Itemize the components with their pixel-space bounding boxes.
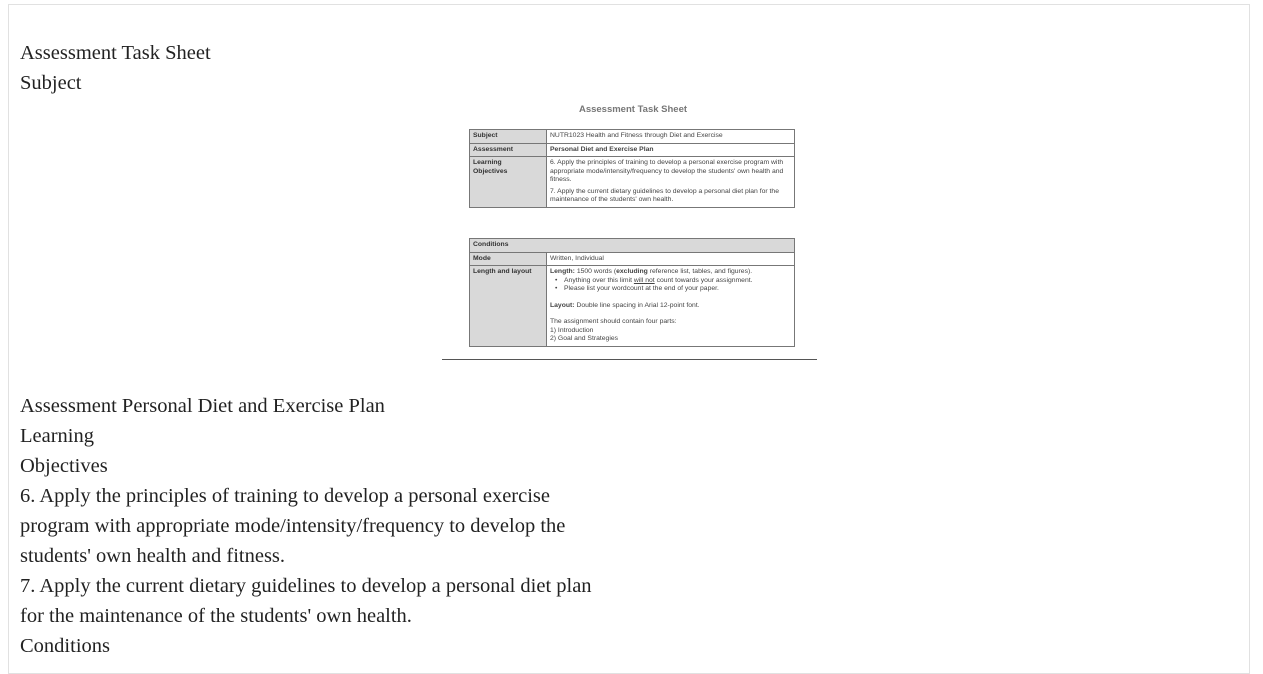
label-line: Learning	[473, 159, 502, 166]
text-line: Objectives	[20, 455, 108, 477]
text-line: students' own health and fitness.	[20, 545, 286, 567]
length-text: reference list, tables, and figures).	[649, 268, 753, 275]
table-cell-label: Length and layout	[470, 266, 547, 347]
text-line: 6. Apply the principles of training to develop a personal exercise	[20, 485, 550, 507]
task-sheet-thumbnail	[442, 100, 817, 360]
extracted-text-top	[20, 38, 211, 98]
table-row	[470, 130, 795, 144]
table-cell-label	[470, 157, 547, 208]
label-line: Objectives	[473, 167, 508, 175]
part-item: 2) Goal and Strategies	[550, 335, 619, 342]
table-cell-value	[547, 157, 795, 208]
thumbnail-bottom-border	[442, 359, 817, 360]
text-line: Conditions	[20, 635, 110, 657]
list-item	[550, 277, 791, 286]
objective-7: 7. Apply the current dietary guidelines to develop a personal diet plan for the maintenance of the students' own health.	[550, 187, 779, 203]
conditions-table	[469, 238, 795, 347]
table-row	[470, 252, 795, 266]
objective-6: 6. Apply the principles of training to develop a personal exercise program with appropriate mode/intensity/frequency to develop the students' own health and fitness.	[550, 159, 784, 183]
table-row	[470, 266, 795, 347]
table-row	[470, 143, 795, 157]
details-table	[469, 129, 795, 208]
table-row	[470, 239, 795, 253]
thumbnail-title: Assessment Task Sheet	[578, 104, 688, 115]
text-line: program with appropriate mode/intensity/frequency to develop the	[20, 515, 566, 537]
text-line: Learning	[20, 425, 94, 447]
length-text: 1500 words (	[576, 268, 617, 275]
text-line: Assessment Task Sheet	[20, 42, 211, 64]
bullet-text: Anything over this limit	[564, 276, 632, 284]
layout-line	[550, 302, 791, 311]
table-row	[470, 157, 795, 208]
bullet-text: count towards your assignment.	[656, 276, 753, 284]
text-line: Assessment Personal Diet and Exercise Plan	[20, 395, 385, 417]
length-line	[550, 268, 791, 277]
table-cell-label: Mode	[470, 252, 547, 266]
length-excluding: excluding	[616, 268, 648, 275]
layout-text: Double line spacing in Arial 12-point font.	[576, 301, 700, 309]
table-cell-value: NUTR1023 Health and Fitness through Diet and Exercise	[547, 130, 795, 144]
table-cell-label: Subject	[470, 130, 547, 144]
layout-lead: Layout:	[550, 301, 575, 309]
table-cell-value: Personal Diet and Exercise Plan	[547, 143, 795, 157]
table-cell-label: Assessment	[470, 143, 547, 157]
list-item: • Please list your wordcount at the end of your paper.	[550, 285, 791, 294]
text-line: 7. Apply the current dietary guidelines to develop a personal diet plan	[20, 575, 592, 597]
extracted-text-bottom	[20, 391, 592, 661]
text-line: for the maintenance of the students' own health.	[20, 605, 412, 627]
parts-intro: The assignment should contain four parts:	[550, 318, 677, 325]
text-line: Subject	[20, 72, 82, 94]
table-header: Conditions	[470, 239, 795, 253]
bullet-underlined: will not	[633, 276, 655, 284]
part-item: 1) Introduction	[550, 326, 594, 334]
length-lead: Length:	[550, 268, 575, 275]
table-cell-value: Written, Individual	[547, 252, 795, 266]
table-cell-value	[547, 266, 795, 347]
